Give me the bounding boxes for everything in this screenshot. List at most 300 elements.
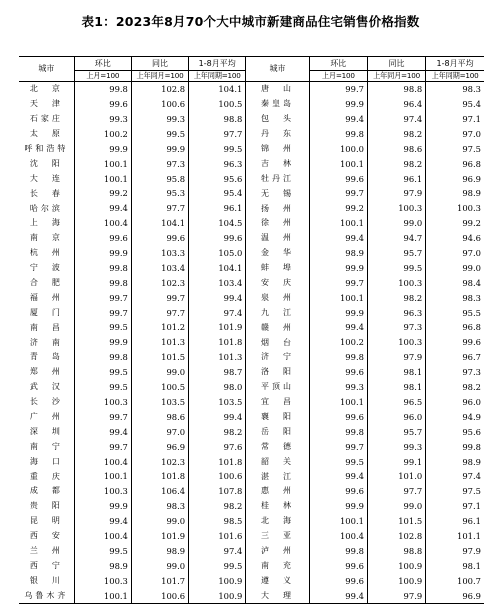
index-ytd-left: 104.1 [189,82,246,97]
index-mom-left: 99.5 [74,544,131,559]
index-yoy-left: 101.3 [131,335,188,350]
city-name-right: 包 头 [246,112,309,127]
index-yoy-right: 97.7 [367,484,425,499]
col-header-ytd-2: 1-8月平均 [426,57,484,71]
index-mom-left: 99.4 [74,201,131,216]
index-mom-left: 99.6 [74,97,131,112]
index-yoy-left: 103.5 [131,395,188,410]
index-ytd-right: 98.4 [426,276,484,291]
index-mom-right: 99.8 [309,127,367,142]
index-yoy-left: 97.7 [131,201,188,216]
table-row [19,82,484,97]
index-mom-right: 99.6 [309,484,367,499]
city-name-right: 南 充 [246,559,309,574]
index-ytd-left: 100.9 [189,588,246,603]
index-mom-right: 99.6 [309,171,367,186]
city-name-right: 襄 阳 [246,410,309,425]
index-mom-right: 99.6 [309,365,367,380]
index-yoy-right: 99.5 [367,261,425,276]
index-yoy-left: 99.5 [131,127,188,142]
index-mom-left: 99.7 [74,410,131,425]
table-row [19,559,484,574]
index-mom-right: 99.2 [309,201,367,216]
index-mom-left: 100.1 [74,588,131,603]
col-header-city-2: 城市 [246,57,309,82]
city-name-left: 贵 阳 [29,501,63,511]
index-ytd-left: 97.7 [189,127,246,142]
index-ytd-left: 99.4 [189,290,246,305]
index-yoy-right: 100.3 [367,276,425,291]
table-row [19,395,484,410]
index-yoy-right: 98.8 [367,82,425,97]
index-ytd-right: 97.5 [426,142,484,157]
index-ytd-right: 97.9 [426,544,484,559]
city-name-left: 西 安 [29,531,63,541]
col-base-mom: 上月=100 [74,71,131,82]
table-row [19,529,484,544]
city-name-left: 福 州 [29,292,63,302]
index-ytd-left: 98.2 [189,424,246,439]
index-yoy-left: 102.3 [131,276,188,291]
city-name-right: 泸 州 [246,544,309,559]
city-name-left: 沈 阳 [29,158,63,168]
city-name-right: 烟 台 [246,335,309,350]
city-name-left: 南 昌 [29,322,63,332]
index-yoy-left: 99.0 [131,559,188,574]
city-name-right: 湛 江 [246,469,309,484]
index-yoy-left: 97.3 [131,156,188,171]
index-ytd-right: 97.3 [426,365,484,380]
index-mom-left: 98.9 [74,559,131,574]
index-mom-left: 99.2 [74,186,131,201]
index-ytd-left: 99.6 [189,231,246,246]
col-base-mom-2: 上月=100 [309,71,367,82]
index-yoy-right: 100.9 [367,573,425,588]
col-header-city: 城市 [19,57,74,82]
city-name-right: 三 亚 [246,529,309,544]
index-ytd-right: 98.3 [426,82,484,97]
index-mom-right: 99.4 [309,469,367,484]
index-yoy-right: 98.1 [367,365,425,380]
index-mom-left: 99.9 [74,335,131,350]
city-name-left: 西 宁 [29,560,63,570]
index-mom-right: 99.6 [309,559,367,574]
index-yoy-left: 103.4 [131,261,188,276]
index-ytd-left: 97.4 [189,305,246,320]
index-yoy-left: 100.6 [131,97,188,112]
city-name-right: 桂 林 [246,499,309,514]
index-ytd-right: 95.5 [426,305,484,320]
table-row [19,424,484,439]
index-yoy-left: 99.6 [131,231,188,246]
city-name-right: 吉 林 [246,156,309,171]
city-name-left: 海 口 [29,456,63,466]
index-mom-right: 99.4 [309,112,367,127]
city-name-left: 兰 州 [29,546,63,556]
index-ytd-left: 103.4 [189,276,246,291]
index-ytd-left: 95.6 [189,171,246,186]
table-row [19,246,484,261]
index-ytd-left: 101.9 [189,320,246,335]
index-yoy-left: 101.8 [131,469,188,484]
index-yoy-right: 101.5 [367,514,425,529]
city-name-right: 赣 州 [246,320,309,335]
city-name-left: 大 连 [29,173,63,183]
index-ytd-right: 99.6 [426,335,484,350]
table-row [19,156,484,171]
index-mom-left: 99.8 [74,276,131,291]
index-mom-left: 99.9 [74,246,131,261]
index-ytd-left: 104.1 [189,261,246,276]
index-yoy-left: 100.6 [131,588,188,603]
index-yoy-left: 99.0 [131,365,188,380]
index-yoy-left: 97.0 [131,424,188,439]
index-mom-left: 100.1 [74,156,131,171]
index-mom-right: 99.4 [309,231,367,246]
city-name-right: 丹 东 [246,127,309,142]
index-ytd-right: 95.4 [426,97,484,112]
index-ytd-right: 97.1 [426,112,484,127]
city-name-right: 宜 昌 [246,395,309,410]
index-ytd-left: 99.4 [189,410,246,425]
index-ytd-right: 97.0 [426,127,484,142]
index-ytd-left: 101.8 [189,454,246,469]
index-mom-right: 99.7 [309,82,367,97]
table-row [19,484,484,499]
index-ytd-right: 98.3 [426,290,484,305]
index-mom-left: 100.4 [74,454,131,469]
index-yoy-right: 95.7 [367,424,425,439]
index-yoy-right: 96.4 [367,97,425,112]
table-row [19,276,484,291]
city-name-right: 牡丹江 [246,171,309,186]
index-yoy-left: 98.3 [131,499,188,514]
index-yoy-left: 106.4 [131,484,188,499]
index-mom-right: 99.8 [309,544,367,559]
index-yoy-right: 99.1 [367,454,425,469]
index-ytd-right: 97.1 [426,499,484,514]
index-ytd-left: 103.5 [189,395,246,410]
index-yoy-left: 101.5 [131,350,188,365]
index-yoy-right: 99.0 [367,216,425,231]
city-name-left: 深 圳 [29,426,63,436]
index-mom-left: 99.4 [74,514,131,529]
table-row [19,142,484,157]
index-mom-right: 99.7 [309,186,367,201]
city-name-right: 惠 州 [246,484,309,499]
index-mom-right: 99.8 [309,350,367,365]
index-ytd-right: 98.2 [426,380,484,395]
table-header [19,57,484,82]
table-row [19,350,484,365]
city-name-right: 遵 义 [246,573,309,588]
index-mom-left: 99.5 [74,365,131,380]
city-name-right: 泉 州 [246,290,309,305]
index-yoy-right: 100.9 [367,559,425,574]
index-ytd-right: 99.0 [426,261,484,276]
col-header-yoy: 同比 [131,57,188,71]
index-yoy-left: 96.9 [131,439,188,454]
col-base-ytd-2: 上年同期=100 [426,71,484,82]
index-mom-left: 99.9 [74,499,131,514]
city-name-left: 重 庆 [29,471,63,481]
index-ytd-left: 98.7 [189,365,246,380]
city-name-right: 韶 关 [246,454,309,469]
index-ytd-left: 100.9 [189,573,246,588]
index-mom-left: 99.5 [74,320,131,335]
index-mom-right: 100.2 [309,335,367,350]
index-ytd-left: 105.0 [189,246,246,261]
index-ytd-left: 100.6 [189,469,246,484]
table-row [19,335,484,350]
index-mom-right: 99.4 [309,320,367,335]
index-mom-left: 100.4 [74,216,131,231]
city-name-left: 广 州 [29,412,63,422]
index-yoy-left: 99.9 [131,142,188,157]
index-mom-left: 99.7 [74,305,131,320]
index-mom-right: 100.1 [309,290,367,305]
city-name-left: 杭 州 [29,248,63,258]
index-mom-right: 99.9 [309,261,367,276]
index-ytd-right: 96.0 [426,395,484,410]
city-name-right: 安 庆 [246,276,309,291]
index-ytd-right: 100.7 [426,573,484,588]
city-name-left: 长 春 [29,188,63,198]
index-ytd-right: 96.8 [426,156,484,171]
table-row [19,573,484,588]
index-ytd-right: 98.1 [426,559,484,574]
index-mom-right: 100.4 [309,529,367,544]
city-name-left: 长 沙 [29,397,63,407]
index-yoy-right: 97.4 [367,112,425,127]
index-ytd-left: 98.2 [189,499,246,514]
index-yoy-right: 100.3 [367,201,425,216]
city-name-left: 天 津 [29,99,63,109]
city-name-left: 乌鲁木齐 [24,590,69,600]
city-name-left: 南 京 [29,233,63,243]
col-header-yoy-2: 同比 [367,57,425,71]
index-ytd-left: 101.3 [189,350,246,365]
index-yoy-right: 96.0 [367,410,425,425]
index-yoy-left: 95.3 [131,186,188,201]
index-mom-right: 99.8 [309,424,367,439]
index-mom-left: 100.3 [74,484,131,499]
index-ytd-right: 98.9 [426,454,484,469]
index-yoy-right: 97.9 [367,588,425,603]
city-name-left: 厦 门 [29,307,63,317]
index-yoy-left: 99.0 [131,514,188,529]
index-mom-left: 99.5 [74,380,131,395]
table-row [19,514,484,529]
city-name-left: 成 都 [29,486,63,496]
index-yoy-left: 101.7 [131,573,188,588]
index-mom-right: 99.4 [309,588,367,603]
index-ytd-right: 96.8 [426,320,484,335]
col-header-mom: 环比 [74,57,131,71]
city-name-left: 昆 明 [29,516,63,526]
index-ytd-right: 94.6 [426,231,484,246]
index-ytd-left: 96.1 [189,201,246,216]
page-title: 表1：2023年8月70个大中城市新建商品住宅销售价格指数 [81,14,420,29]
index-mom-left: 99.7 [74,439,131,454]
city-name-left: 太 原 [29,129,63,139]
index-ytd-left: 99.5 [189,142,246,157]
index-ytd-right: 98.9 [426,186,484,201]
city-name-left: 济 南 [29,337,63,347]
city-name-right: 北 海 [246,514,309,529]
index-mom-right: 99.9 [309,499,367,514]
index-mom-right: 100.1 [309,514,367,529]
index-ytd-right: 96.1 [426,514,484,529]
index-mom-right: 99.9 [309,305,367,320]
city-name-left: 银 川 [29,575,63,585]
index-ytd-left: 98.5 [189,514,246,529]
city-name-right: 洛 阳 [246,365,309,380]
city-name-left: 郑 州 [29,367,63,377]
index-mom-left: 100.4 [74,529,131,544]
index-yoy-right: 96.5 [367,395,425,410]
city-name-right: 济 宁 [246,350,309,365]
index-ytd-left: 107.8 [189,484,246,499]
city-name-left: 武 汉 [29,382,63,392]
city-name-right: 唐 山 [246,82,309,97]
index-mom-left: 99.8 [74,350,131,365]
price-index-table [19,56,484,604]
index-yoy-left: 99.3 [131,112,188,127]
table-body [19,82,484,604]
index-mom-left: 100.3 [74,573,131,588]
index-yoy-right: 96.3 [367,305,425,320]
index-ytd-right: 97.0 [426,246,484,261]
table-row [19,439,484,454]
index-ytd-right: 97.4 [426,469,484,484]
index-ytd-left: 100.5 [189,97,246,112]
index-mom-right: 100.1 [309,156,367,171]
index-yoy-left: 101.9 [131,529,188,544]
table-row [19,365,484,380]
table-row [19,305,484,320]
city-name-right: 无 锡 [246,186,309,201]
index-yoy-right: 97.3 [367,320,425,335]
index-ytd-right: 99.8 [426,439,484,454]
index-ytd-left: 97.4 [189,544,246,559]
index-ytd-right: 100.3 [426,201,484,216]
city-name-left: 南 宁 [29,441,63,451]
city-name-right: 秦皇岛 [246,97,309,112]
index-yoy-left: 104.1 [131,216,188,231]
table-row [19,588,484,603]
index-yoy-right: 98.2 [367,290,425,305]
table-row [19,320,484,335]
index-yoy-right: 99.3 [367,439,425,454]
index-ytd-right: 95.6 [426,424,484,439]
index-yoy-right: 98.8 [367,544,425,559]
index-yoy-left: 99.7 [131,290,188,305]
table-row [19,201,484,216]
index-mom-right: 99.5 [309,454,367,469]
index-ytd-right: 94.9 [426,410,484,425]
index-mom-right: 99.6 [309,573,367,588]
index-yoy-right: 98.6 [367,142,425,157]
index-mom-right: 99.7 [309,439,367,454]
city-name-left: 宁 波 [29,263,63,273]
index-yoy-right: 99.0 [367,499,425,514]
col-base-yoy-2: 上年同月=100 [367,71,425,82]
city-name-right: 常 德 [246,439,309,454]
index-ytd-left: 101.8 [189,335,246,350]
index-ytd-right: 96.7 [426,350,484,365]
table-row [19,127,484,142]
table-row [19,469,484,484]
index-mom-right: 99.7 [309,276,367,291]
city-name-left: 合 肥 [29,278,63,288]
index-mom-right: 99.9 [309,97,367,112]
index-yoy-right: 94.7 [367,231,425,246]
index-yoy-right: 101.0 [367,469,425,484]
index-yoy-right: 98.2 [367,156,425,171]
col-base-yoy: 上年同月=100 [131,71,188,82]
table-row [19,261,484,276]
index-mom-left: 100.3 [74,395,131,410]
index-yoy-left: 95.8 [131,171,188,186]
index-yoy-left: 97.7 [131,305,188,320]
index-yoy-right: 98.2 [367,127,425,142]
table-row [19,171,484,186]
table-row [19,410,484,425]
city-name-right: 平顶山 [246,380,309,395]
index-mom-left: 99.8 [74,82,131,97]
city-name-left: 哈尔滨 [29,203,63,213]
city-name-left: 青 岛 [29,352,63,362]
index-mom-left: 99.9 [74,142,131,157]
table-row [19,499,484,514]
index-yoy-right: 95.7 [367,246,425,261]
index-ytd-right: 97.5 [426,484,484,499]
city-name-left: 石家庄 [29,114,63,124]
city-name-right: 蚌 埠 [246,261,309,276]
table-row [19,290,484,305]
city-name-left: 呼和浩特 [24,144,69,153]
index-yoy-right: 102.8 [367,529,425,544]
index-yoy-right: 100.3 [367,335,425,350]
index-ytd-right: 96.9 [426,588,484,603]
index-yoy-left: 103.3 [131,246,188,261]
index-mom-right: 99.6 [309,410,367,425]
table-row [19,216,484,231]
index-mom-left: 99.4 [74,424,131,439]
index-ytd-right: 101.1 [426,529,484,544]
index-yoy-right: 97.9 [367,186,425,201]
table-row [19,97,484,112]
index-yoy-right: 97.9 [367,350,425,365]
city-name-right: 徐 州 [246,216,309,231]
index-ytd-left: 104.5 [189,216,246,231]
table-row [19,112,484,127]
col-header-mom-2: 环比 [309,57,367,71]
table-row [19,380,484,395]
index-mom-right: 99.3 [309,380,367,395]
table-row [19,231,484,246]
city-name-right: 扬 州 [246,201,309,216]
index-mom-left: 100.2 [74,127,131,142]
index-mom-left: 99.8 [74,261,131,276]
city-name-right: 岳 阳 [246,424,309,439]
city-name-left: 北 京 [29,84,63,94]
index-mom-left: 100.1 [74,171,131,186]
table-row [19,454,484,469]
table-row [19,186,484,201]
index-yoy-left: 100.5 [131,380,188,395]
